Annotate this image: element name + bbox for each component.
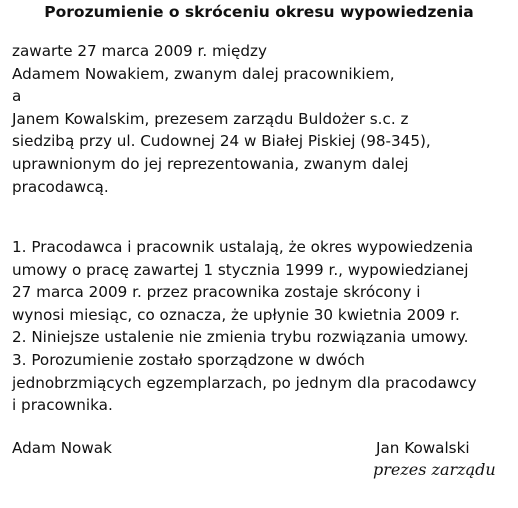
employer-signature-name: Jan Kowalski xyxy=(376,439,470,457)
document-title: Porozumienie o skróceniu okresu wypowiedzenia xyxy=(44,3,474,21)
intro-paragraph xyxy=(12,40,517,198)
intro-line: zawarte 27 marca 2009 r. między xyxy=(12,42,267,60)
intro-line: uprawnionym do jej reprezentowania, zwanym dalej xyxy=(12,154,409,173)
intro-line: siedzibą przy ul. Cudownej 24 w Białej Piskiej (98-345), xyxy=(12,132,431,151)
intro-line: a xyxy=(12,87,22,106)
clause-line: 2. Niniejsze ustalenie nie zmienia trybu rozwiązania umowy. xyxy=(12,328,469,347)
employee-signature-name: Adam Nowak xyxy=(12,439,112,457)
clause-line: wynosi miesiąc, co oznacza, że upłynie 30 kwietnia 2009 r. xyxy=(12,305,460,324)
clause-line: 3. Porozumienie zostało sporządzone w dwóch xyxy=(12,350,365,369)
intro-line: pracodawcą. xyxy=(12,177,109,196)
intro-line: Janem Kowalskim, prezesem zarządu Buldożer s.c. z xyxy=(12,109,409,128)
employer-role: prezes zarządu xyxy=(373,460,496,479)
clause-line: umowy o pracę zawartej 1 stycznia 1999 r., wypowiedzianej xyxy=(12,260,469,279)
clauses-list xyxy=(12,236,517,417)
clause-line: jednobrzmiących egzemplarzach, po jednym dla pracodawcy xyxy=(12,373,477,392)
clause-line: 1. Pracodawca i pracownik ustalają, że okres wypowiedzenia xyxy=(12,238,474,256)
intro-line: Adamem Nowakiem, zwanym dalej pracownikiem, xyxy=(12,64,395,83)
clause-line: 27 marca 2009 r. przez pracownika zostaje skrócony i xyxy=(12,283,421,302)
clause-line: i pracownika. xyxy=(12,396,113,415)
